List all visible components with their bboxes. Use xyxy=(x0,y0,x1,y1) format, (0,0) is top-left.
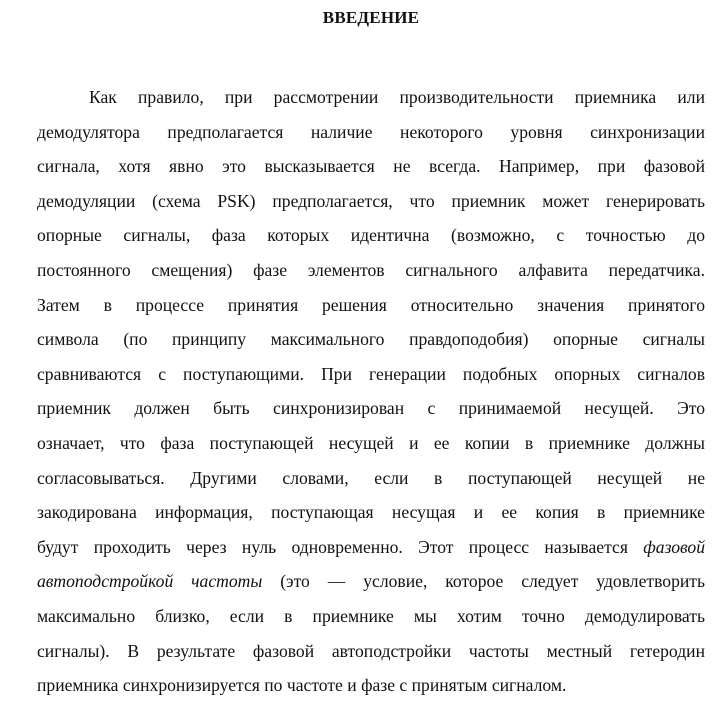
text-line: приемника синхронизируется по частоте и фазе с принятым сигналом. xyxy=(37,675,567,696)
text-segment: (это — условие, которое следует удовлетворить xyxy=(280,571,705,592)
text-line: демодулятора предполагается наличие некоторого уровня синхронизации xyxy=(37,121,705,142)
text-line: приемник должен быть синхронизирован с принимаемой несущей. Это xyxy=(37,398,705,419)
body-paragraph xyxy=(37,80,705,703)
text-line: Затем в процессе принятия решения относительно значения принятого xyxy=(37,294,705,315)
italic-term: фазовой xyxy=(643,536,705,557)
text-line: опорные сигналы, фаза которых идентична (возможно, с точностью до xyxy=(37,225,705,246)
text-line-with-term xyxy=(37,530,705,565)
text-line: означает, что фаза поступающей несущей и ее копии в приемнике должны xyxy=(37,432,705,453)
text-line: согласовываться. Другими словами, если в поступающей несущей не xyxy=(37,467,705,488)
page-title: ВВЕДЕНИЕ xyxy=(322,8,420,27)
text-line: сигналы). В результате фазовой автоподстройки частоты местный гетеродин xyxy=(37,640,705,661)
text-line: символа (по принципу максимального правдоподобия) опорные сигналы xyxy=(37,329,705,350)
text-line: постоянного смещения) фазе элементов сигнального алфавита передатчика. xyxy=(37,259,705,280)
text-line-with-term xyxy=(37,564,705,599)
text-line: сигнала, хотя явно это высказывается не всегда. Например, при фазовой xyxy=(37,156,705,177)
text-line: максимально близко, если в приемнике мы хотим точно демодулировать xyxy=(37,605,705,626)
italic-term: автоподстройкой частоты xyxy=(37,571,263,592)
text-segment: будут проходить через нуль одновременно. Этот процесс называется xyxy=(37,536,628,557)
text-line: закодирована информация, поступающая несущая и ее копия в приемнике xyxy=(37,502,705,523)
text-line: сравниваются с поступающими. При генерации подобных опорных сигналов xyxy=(37,363,705,384)
text-line: Как правило, при рассмотрении производительности приемника или xyxy=(89,87,705,107)
text-line: демодуляции (схема PSK) предполагается, что приемник может генерировать xyxy=(37,190,705,211)
